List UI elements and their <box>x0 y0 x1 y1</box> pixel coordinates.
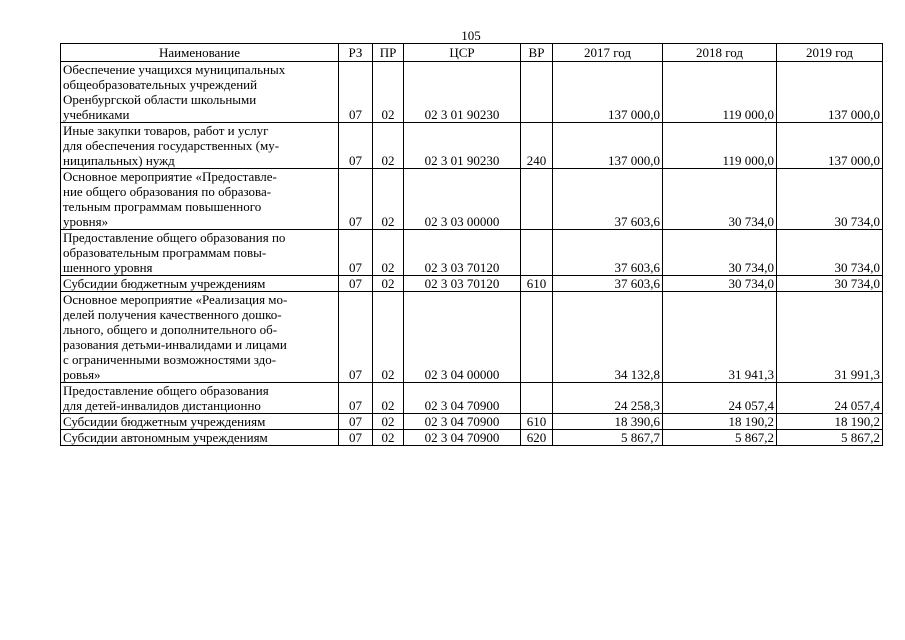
row-rz: 07 <box>339 383 373 414</box>
header-vr: ВР <box>521 44 553 62</box>
row-rz: 07 <box>339 169 373 230</box>
row-2018: 119 000,0 <box>663 62 777 123</box>
row-name: Субсидии автономным учреждениям <box>61 430 339 446</box>
row-csr: 02 3 04 70900 <box>404 383 521 414</box>
row-name: Предоставление общего образования для детей-инвалидов дистанционно <box>61 383 339 414</box>
row-vr: 610 <box>521 276 553 292</box>
row-2017: 37 603,6 <box>553 276 663 292</box>
row-name: Субсидии бюджетным учреждениям <box>61 276 339 292</box>
row-2019: 5 867,2 <box>777 430 883 446</box>
row-2019: 31 991,3 <box>777 292 883 383</box>
row-rz: 07 <box>339 292 373 383</box>
header-row <box>61 44 883 62</box>
row-2018: 31 941,3 <box>663 292 777 383</box>
row-csr: 02 3 04 70900 <box>404 430 521 446</box>
row-name: Основное мероприятие «Реализация мо- делей получения качественного дошко- льного, общего и дополнительного об- разования детьми-инвалидами и лицами с ограниченными возможностями здо- ровья» <box>61 292 339 383</box>
row-csr: 02 3 04 70900 <box>404 414 521 430</box>
header-pr: ПР <box>373 44 404 62</box>
row-2019: 18 190,2 <box>777 414 883 430</box>
row-vr: 610 <box>521 414 553 430</box>
row-rz: 07 <box>339 230 373 276</box>
row-2019: 24 057,4 <box>777 383 883 414</box>
row-2018: 18 190,2 <box>663 414 777 430</box>
row-rz: 07 <box>339 62 373 123</box>
row-vr <box>521 169 553 230</box>
row-name: Субсидии бюджетным учреждениям <box>61 414 339 430</box>
row-pr: 02 <box>373 230 404 276</box>
row-vr <box>521 383 553 414</box>
row-2018: 119 000,0 <box>663 123 777 169</box>
row-csr: 02 3 03 70120 <box>404 276 521 292</box>
row-csr: 02 3 01 90230 <box>404 123 521 169</box>
row-pr: 02 <box>373 62 404 123</box>
row-pr: 02 <box>373 414 404 430</box>
row-2019: 30 734,0 <box>777 230 883 276</box>
row-2019: 30 734,0 <box>777 169 883 230</box>
row-rz: 07 <box>339 123 373 169</box>
row-2018: 30 734,0 <box>663 169 777 230</box>
row-2019: 137 000,0 <box>777 62 883 123</box>
row-pr: 02 <box>373 292 404 383</box>
row-rz: 07 <box>339 276 373 292</box>
row-vr <box>521 62 553 123</box>
row-2018: 30 734,0 <box>663 276 777 292</box>
row-csr: 02 3 04 00000 <box>404 292 521 383</box>
row-2017: 18 390,6 <box>553 414 663 430</box>
row-2019: 30 734,0 <box>777 276 883 292</box>
table-row <box>61 169 883 230</box>
row-csr: 02 3 03 00000 <box>404 169 521 230</box>
row-2017: 137 000,0 <box>553 123 663 169</box>
row-pr: 02 <box>373 430 404 446</box>
row-2017: 5 867,7 <box>553 430 663 446</box>
row-pr: 02 <box>373 123 404 169</box>
header-2018: 2018 год <box>663 44 777 62</box>
row-csr: 02 3 01 90230 <box>404 62 521 123</box>
table-row <box>61 62 883 123</box>
table-row <box>61 292 883 383</box>
row-2018: 5 867,2 <box>663 430 777 446</box>
row-name: Основное мероприятие «Предоставле- ние общего образования по образова- тельным программам повышенного уровня» <box>61 169 339 230</box>
row-2018: 24 057,4 <box>663 383 777 414</box>
row-2017: 137 000,0 <box>553 62 663 123</box>
row-2019: 137 000,0 <box>777 123 883 169</box>
row-name: Предоставление общего образования по образовательным программам повы- шенного уровня <box>61 230 339 276</box>
table-row <box>61 430 883 446</box>
row-pr: 02 <box>373 276 404 292</box>
row-pr: 02 <box>373 383 404 414</box>
table-row <box>61 230 883 276</box>
row-2017: 34 132,8 <box>553 292 663 383</box>
header-rz: РЗ <box>339 44 373 62</box>
header-csr: ЦСР <box>404 44 521 62</box>
page-number: 105 <box>461 28 481 43</box>
header-name: Наименование <box>61 44 339 62</box>
row-name: Обеспечение учащихся муниципальных общеобразовательных учреждений Оренбургской области школьными учебниками <box>61 62 339 123</box>
row-pr: 02 <box>373 169 404 230</box>
row-rz: 07 <box>339 430 373 446</box>
table-row <box>61 383 883 414</box>
row-2017: 37 603,6 <box>553 230 663 276</box>
row-vr <box>521 230 553 276</box>
row-vr: 620 <box>521 430 553 446</box>
header-2017: 2017 год <box>553 44 663 62</box>
budget-table <box>60 43 883 446</box>
row-csr: 02 3 03 70120 <box>404 230 521 276</box>
row-vr: 240 <box>521 123 553 169</box>
table-row <box>61 276 883 292</box>
row-vr <box>521 292 553 383</box>
row-2017: 24 258,3 <box>553 383 663 414</box>
row-rz: 07 <box>339 414 373 430</box>
row-name: Иные закупки товаров, работ и услуг для обеспечения государственных (му- ниципальных) нужд <box>61 123 339 169</box>
header-2019: 2019 год <box>777 44 883 62</box>
row-2017: 37 603,6 <box>553 169 663 230</box>
row-2018: 30 734,0 <box>663 230 777 276</box>
table-row <box>61 414 883 430</box>
table-row <box>61 123 883 169</box>
